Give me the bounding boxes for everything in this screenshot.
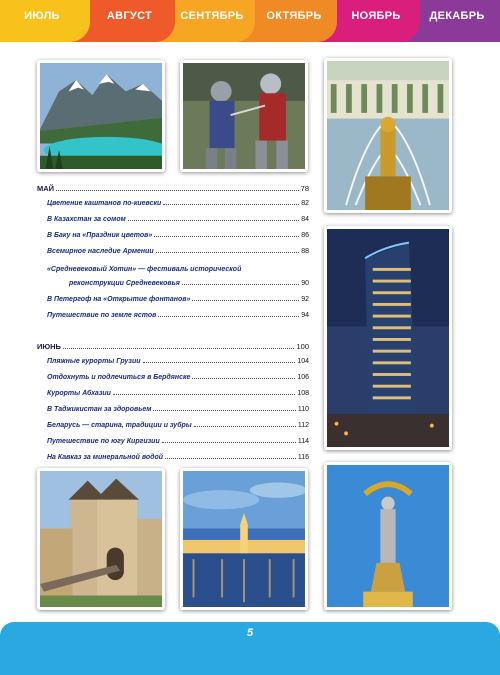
toc-may-item[interactable]: В Казахстан за сомом 84 bbox=[47, 216, 309, 223]
toc-may-item[interactable]: В Петергоф на «Открытие фонтанов» 92 bbox=[47, 296, 309, 303]
photo-fortress bbox=[37, 468, 165, 610]
toc-june-item[interactable]: Пляжные курорты Грузии 104 bbox=[47, 358, 309, 365]
tab-july[interactable]: ИЮЛЬ bbox=[0, 0, 90, 42]
toc-may-item[interactable]: Цветение каштанов по-киевски 82 bbox=[47, 200, 309, 207]
toc-june-item[interactable]: Отдохнуть и подлечиться в Бердянске 106 bbox=[47, 374, 309, 381]
photo-knights bbox=[180, 60, 308, 172]
toc-june-heading[interactable]: ИЮНЬ 100 bbox=[37, 342, 309, 351]
toc-june-item[interactable]: В Таджикистан за здоровьем 110 bbox=[47, 406, 309, 413]
photo-skyscraper bbox=[324, 226, 452, 450]
photo-golden-statue bbox=[324, 462, 452, 610]
tab-october[interactable]: ОКТЯБРЬ bbox=[237, 0, 337, 42]
toc-may-item-line1[interactable]: «Средневековый Хотин» — фестиваль исторической bbox=[47, 266, 242, 273]
photo-night-embankment bbox=[180, 468, 308, 610]
toc-june-item[interactable]: На Кавказ за минеральной водой 116 bbox=[47, 454, 309, 461]
tab-november[interactable]: НОЯБРЬ bbox=[318, 0, 420, 42]
page-number: 5 bbox=[246, 627, 254, 639]
tab-december[interactable]: ДЕКАБРЬ bbox=[400, 0, 500, 42]
photo-mountain-lake bbox=[37, 60, 165, 172]
month-tabs bbox=[0, 0, 500, 42]
toc-may-heading[interactable]: МАЙ 78 bbox=[37, 184, 309, 193]
toc-may-item[interactable]: Всемирное наследие Армении 88 bbox=[47, 248, 309, 255]
toc-may-item[interactable]: реконструкции Средневековья 90 bbox=[69, 280, 309, 287]
toc-june-item[interactable]: Курорты Абхазии 108 bbox=[47, 390, 309, 397]
toc-may-item[interactable]: Путешествие по земле ястов 94 bbox=[47, 312, 309, 319]
toc-may-item[interactable]: В Баку на «Праздник цветов» 86 bbox=[47, 232, 309, 239]
tab-august[interactable]: АВГУСТ bbox=[70, 0, 175, 42]
toc-june-item[interactable]: Беларусь — старина, традиции и зубры 112 bbox=[47, 422, 309, 429]
toc-june-item[interactable]: Путешествие по югу Киргизии 114 bbox=[47, 438, 309, 445]
tab-september[interactable]: СЕНТЯБРЬ bbox=[155, 0, 255, 42]
photo-peterhof-fountain bbox=[324, 58, 452, 213]
